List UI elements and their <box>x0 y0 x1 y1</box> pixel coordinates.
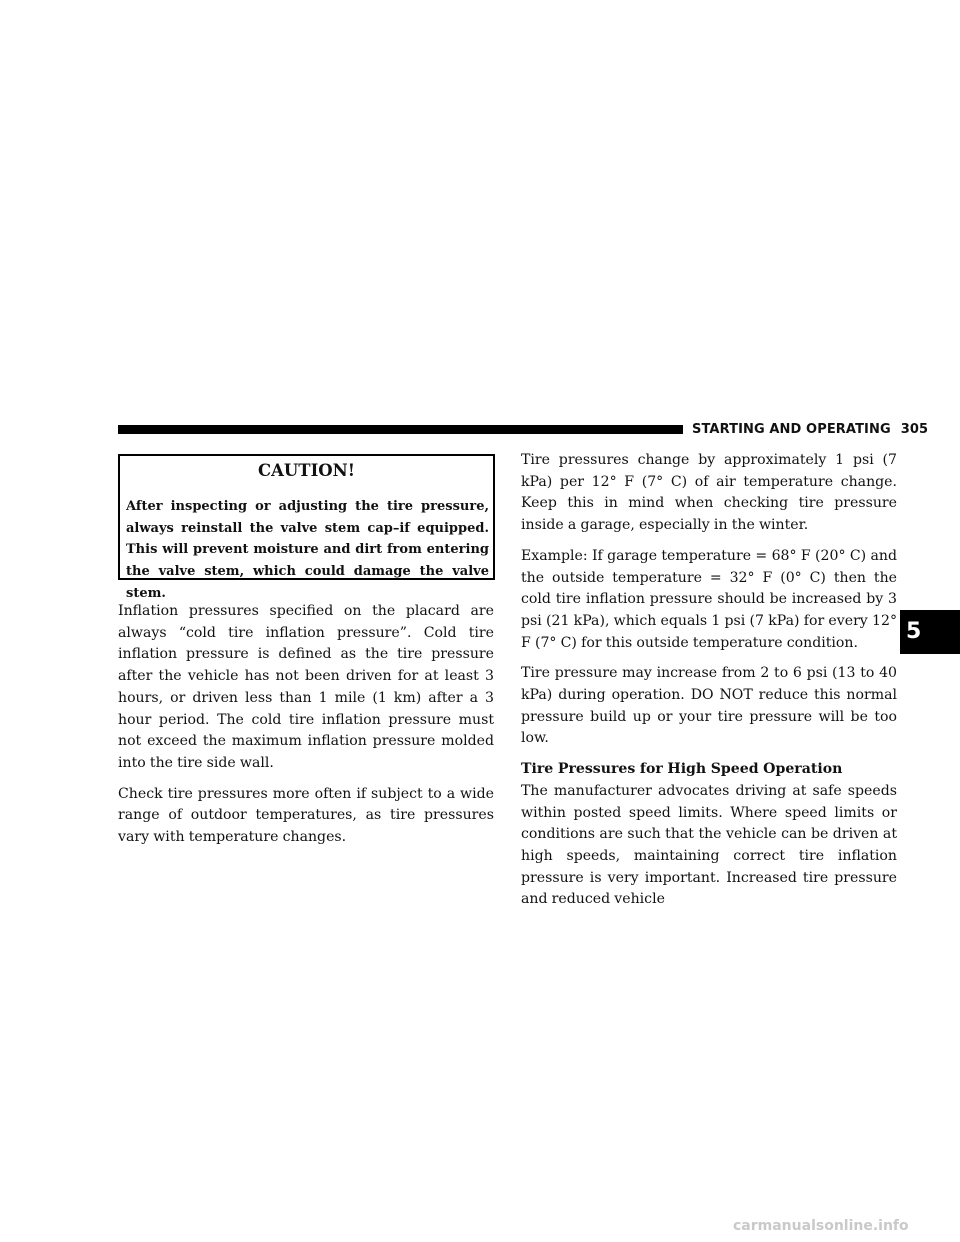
running-header <box>692 422 928 437</box>
subheading-high-speed: Tire Pressures for High Speed Operation <box>521 761 843 778</box>
paragraph-operation-increase: Tire pressure may increase from 2 to 6 psi (13 to 40 kPa) during operation. DO NOT reduce this normal pressure build up or your tire pressure will be too low. <box>521 665 897 747</box>
caution-title: CAUTION! <box>257 461 356 480</box>
caution-text: After inspecting or adjusting the tire pressure, always reinstall the valve stem cap–if equipped. This will prevent moisture and dirt from entering the valve stem, which could damage the valve stem. <box>126 499 489 601</box>
left-column <box>118 601 494 858</box>
caution-box <box>118 454 495 601</box>
chapter-tab: 5 <box>900 610 960 654</box>
page-number: 305 <box>900 422 929 437</box>
paragraph-example: Example: If garage temperature = 68° F (20° C) and the outside temperature = 32° F (0° C) then the cold tire inflation pressure should be increased by 3 psi (21 kPa), which equals 1 psi (7 kPa) for every 12° F (7° C) for this outside temperature condition. <box>521 547 897 651</box>
paragraph-high-speed: The manufacturer advocates driving at safe speeds within posted speed limits. Where speed limits or conditions are such that the vehicle can be driven at high speeds, maintaining correct tire inflation pressure is very important. Increased tire pressure and reduced vehicle <box>521 782 897 908</box>
right-column <box>521 450 897 920</box>
header-rule <box>118 425 683 434</box>
watermark-text: carmanualsonline.info <box>733 1218 909 1234</box>
section-title: STARTING AND OPERATING <box>692 422 891 437</box>
paragraph-pressure-change: Tire pressures change by approximately 1 psi (7 kPa) per 12° F (7° C) of air temperature change. Keep this in mind when checking tire pressure inside a garage, especially in the winter. <box>521 452 897 534</box>
paragraph-cold-inflation: Inflation pressures specified on the placard are always “cold tire inflation pressure”. Cold tire inflation pressure is defined as the tire pressure after the vehicle has not been driven for at least 3 hours, or driven less than 1 mile (1 km) after a 3 hour period. The cold tire inflation pressure must not exceed the maximum inflation pressure molded into the tire side wall. <box>118 603 494 771</box>
paragraph-check-often: Check tire pressures more often if subject to a wide range of outdoor temperatures, as tire pressures vary with temperature changes. <box>118 785 494 846</box>
